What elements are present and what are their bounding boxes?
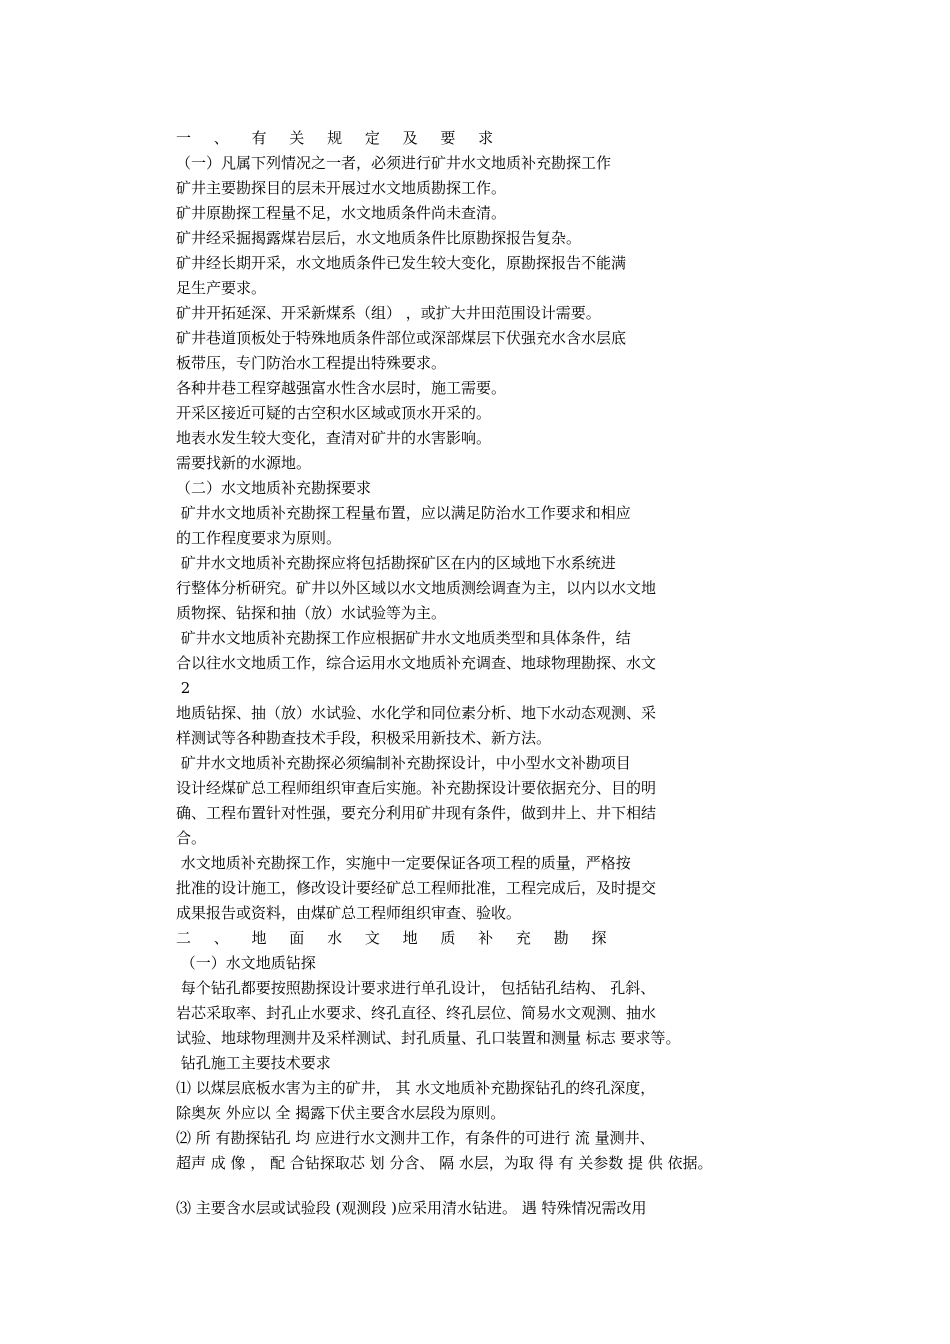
text-line: 矿井主要勘探目的层未开展过水文地质勘探工作。 (176, 179, 507, 197)
text-line: 合以往水文地质工作，综合运用水文地质补充调查、地球物理勘探、水文 (176, 654, 657, 672)
subsection-heading: （一）凡属下列情况之一者，必须进行矿井水文地质补充勘探工作 (176, 154, 612, 172)
text-line: ⑴ 以煤层底板水害为主的矿井， 其 水文地质补充勘探钻孔的终孔深度， (176, 1079, 656, 1097)
page-number: 2 (176, 679, 191, 697)
text-line: 试验、地球物理测井及采样测试、封孔质量、孔口装置和测量 标志 要求等。 (176, 1029, 681, 1047)
section-heading-1: 一 、 有 关 规 定 及 要 求 (176, 129, 503, 147)
text-line: 各种井巷工程穿越强富水性含水层时，施工需要。 (176, 379, 507, 397)
text-line: 地表水发生较大变化，查清对矿井的水害影响。 (176, 429, 492, 447)
text-line: 开采区接近可疑的古空积水区域或顶水开采的。 (176, 404, 492, 422)
text-line: 确、工程布置针对性强，要充分利用矿井现有条件，做到井上、井下相结 (176, 804, 657, 822)
text-line: 矿井原勘探工程量不足，水文地质条件尚未查清。 (176, 204, 507, 222)
text-line: 矿井水文地质补充勘探工作应根据矿井水文地质类型和具体条件，结 (176, 629, 631, 647)
text-line: ⑶ 主要含水层或试验段 (观测段 )应采用清水钻进。 遇 特殊情况需改用 (176, 1199, 647, 1217)
text-line: 质物探、钻探和抽（放）水试验等为主。 (176, 604, 447, 622)
text-line: 板带压，专门防治水工程提出特殊要求。 (176, 354, 447, 372)
text-line: 矿井经长期开采，水文地质条件已发生较大变化，原勘探报告不能满 (176, 254, 627, 272)
text-line: 成果报告或资料，由煤矿总工程师组织审查、验收。 (176, 904, 522, 922)
text-line: 地质钻探、抽（放）水试验、水化学和同位素分析、地下水动态观测、采 (176, 704, 657, 722)
text-line: 水文地质补充勘探工作，实施中一定要保证各项工程的质量，严格按 (176, 854, 631, 872)
text-line: 设计经煤矿总工程师组织审查后实施。补充勘探设计要依据充分、目的明 (176, 779, 657, 797)
text-line: 矿井巷道顶板处于特殊地质条件部位或深部煤层下伏强充水含水层底 (176, 329, 627, 347)
text-line: 样测试等各种勘查技术手段，积极采用新技术、新方法。 (176, 729, 552, 747)
text-line: 矿井水文地质补充勘探必须编制补充勘探设计，中小型水文补勘项目 (176, 754, 631, 772)
text-line: 矿井经采掘揭露煤岩层后，水文地质条件比原勘探报告复杂。 (176, 229, 582, 247)
text-line: 岩芯采取率、封孔止水要求、终孔直径、终孔层位、简易水文观测、抽水 (176, 1004, 657, 1022)
text-line: 除奥灰 外应以 全 揭露下伏主要含水层段为原则。 (176, 1104, 506, 1122)
text-line: ⑵ 所 有勘探钻孔 均 应进行水文测井工作，有条件的可进行 流 量测井、 (176, 1129, 655, 1147)
subsection-heading: （二）水文地质补充勘探要求 (176, 479, 372, 497)
text-line: 行整体分析研究。矿井以外区域以水文地质测绘调查为主，以内以水文地 (176, 579, 657, 597)
text-line: 合。 (176, 829, 207, 847)
text-line: 需要找新的水源地。 (176, 454, 312, 472)
text-line: 钻孔施工主要技术要求 (176, 1054, 331, 1072)
section-heading-2: 二 、 地 面 水 文 地 质 补 充 勘 探 (176, 929, 616, 947)
text-line: 矿井开拓延深、开采新煤系（组） ，或扩大井田范围设计需要。 (176, 304, 601, 322)
text-line: 批准的设计施工，修改设计要经矿总工程师批准，工程完成后，及时提交 (176, 879, 657, 897)
text-line: 超声 成 像 ， 配 合钻探取芯 划 分含、 隔 水层，为取 得 有 关参数 提 供 依据。 (176, 1154, 713, 1172)
text-line: 足生产要求。 (176, 279, 267, 297)
text-line: 矿井水文地质补充勘探工程量布置，应以满足防治水工作要求和相应 (176, 504, 631, 522)
text-line: 每个钻孔都要按照勘探设计要求进行单孔设计， 包括钻孔结构、 孔斜、 (176, 979, 656, 997)
text-line: 的工作程度要求为原则。 (176, 529, 342, 547)
text-line: 矿井水文地质补充勘探应将包括勘探矿区在内的区域地下水系统进 (176, 554, 616, 572)
subsection-heading: （一）水文地质钻探 (176, 954, 316, 972)
